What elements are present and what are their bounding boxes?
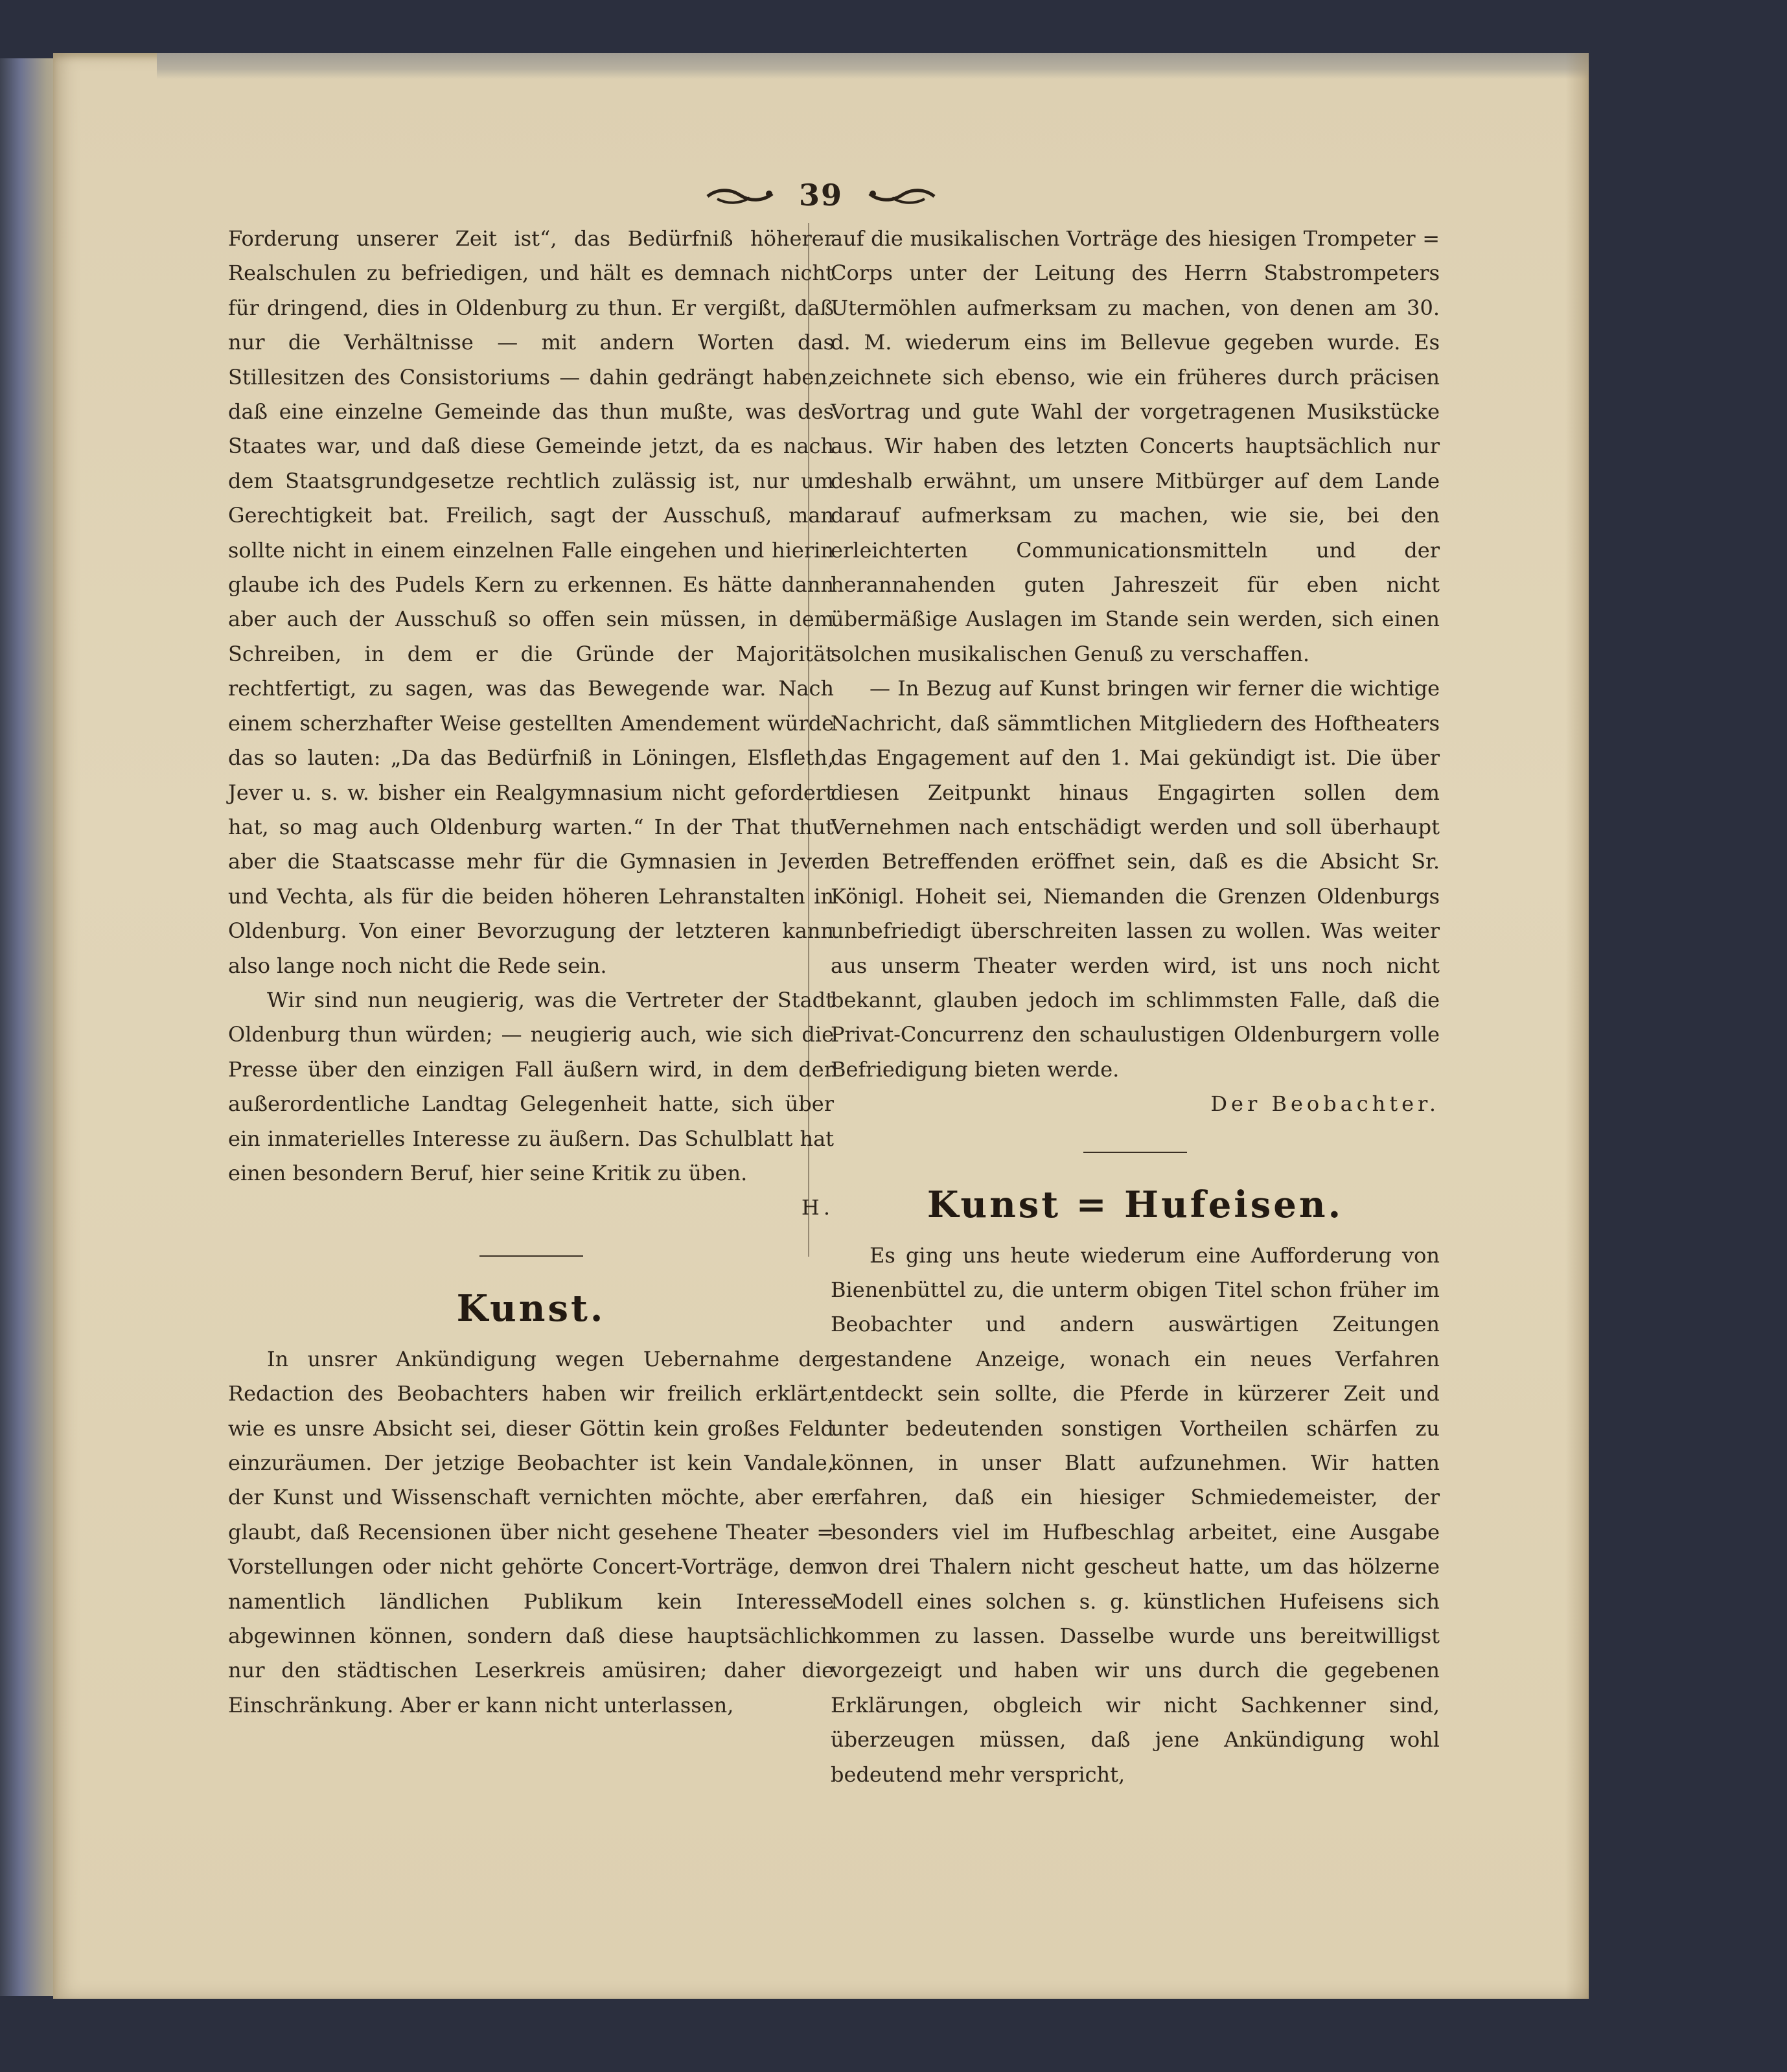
page-top-edge	[157, 53, 1589, 79]
right-ornament-icon	[866, 182, 938, 208]
right-column	[831, 222, 1440, 1792]
paragraph: — In Bezug auf Kunst bringen wir ferner die wichtige Nachricht, daß sämmtlichen Mitgliedern des Hoftheaters das Engagement auf den 1. Mai gekündigt ist. Die über diesen Zeitpunkt hinaus Engagirten sollen dem Vernehmen nach entschädigt werden und soll überhaupt den Betreffenden eröffnet sein, daß es die Absicht Sr. Königl. Hoheit sei, Niemanden die Grenzen Oldenburgs unbefriedigt überschreiten lassen zu wollen. Was weiter aus unserm Theater werden wird, ist uns noch nicht bekannt, glauben jedoch im schlimmsten Falle, daß die Privat-Concurrenz den schaulustigen Oldenburgern volle Befriedigung bieten werde.	[831, 676, 1440, 1082]
signature: H.	[801, 1195, 834, 1220]
article-title: Kunst.	[456, 1286, 606, 1330]
page-header	[53, 175, 1589, 213]
left-ornament-icon	[704, 182, 776, 208]
paragraph: auf die musikalischen Vorträge des hiesigen Trompeter = Corps unter der Leitung des Herrn Stabstrompeters Utermöhlen aufmerksam zu machen, von denen am 30. d. M. wiederum eins im Bellevue gegeben wurde. Es zeichnete sich ebenso, wie ein früheres durch präcisen Vortrag und gute Wahl der vorgetragenen Musikstücke aus. Wir haben des letzten Concerts hauptsächlich nur deshalb erwähnt, um unsere Mitbürger auf dem Lande darauf aufmerksam zu machen, wie sie, bei den erleichterten Communicationsmitteln und der herannahenden guten Jahreszeit für eben nicht übermäßige Auslagen im Stande sein werden, sich einen solchen musikalischen Genuß zu verschaffen.	[831, 226, 1440, 666]
book-binding-edge	[0, 58, 58, 1996]
paragraph: Wir sind nun neugierig, was die Vertreter der Stadt Oldenburg thun würden; — neugierig auch, wie sich die Presse über den einzigen Fall äußern wird, in dem der außerordentliche Landtag Gelegenheit hatte, sich über ein inmaterielles Interesse zu äußern. Das Schulblatt hat einen besondern Beruf, hier seine Kritik zu üben.	[228, 987, 834, 1185]
paragraph: In unsrer Ankündigung wegen Uebernahme der Redaction des Beobachters haben wir freilich erklärt, wie es unsre Absicht sei, dieser Göttin kein großes Feld einzuräumen. Der jetzige Beobachter ist kein Vandale, der Kunst und Wissenschaft vernichten möchte, aber er glaubt, daß Recensionen über nicht gesehene Theater = Vorstellungen oder nicht gehörte Concert-Vorträge, dem namentlich ländlichen Publikum kein Interesse abgewinnen können, sondern daß diese hauptsächlich nur den städtischen Leserkreis amüsiren; daher die Einschränkung. Aber er kann nicht unterlassen,	[228, 1346, 834, 1717]
paragraph: Forderung unserer Zeit ist“, das Bedürfniß höherer Realschulen zu befriedigen, und hält es demnach nicht für dringend, dies in Oldenburg zu thun. Er vergißt, daß nur die Verhältnisse — mit andern Worten das Stillesitzen des Consistoriums — dahin gedrängt haben, daß eine einzelne Gemeinde das thun mußte, was des Staates war, und daß diese Gemeinde jetzt, da es nach dem Staatsgrundgesetze rechtlich zulässig ist, nur um Gerechtigkeit bat. Freilich, sagt der Ausschuß, man sollte nicht in einem einzelnen Falle eingehen und hierin glaube ich des Pudels Kern zu erkennen. Es hätte dann aber auch der Ausschuß so offen sein müssen, in dem Schreiben, in dem er die Gründe der Majorität rechtfertigt, zu sagen, was das Bewegende war. Nach einem scherzhafter Weise gestellten Amendement würde das so lauten: „Da das Bedürfniß in Löningen, Elsfleth, Jever u. s. w. bisher ein Realgymnasium nicht gefordert hat, so mag auch Oldenburg warten.“ In der That thut aber die Staatscasse mehr für die Gymnasien in Jever und Vechta, als für die beiden höheren Lehranstalten in Oldenburg. Von einer Bevorzugung der letzteren kann also lange noch nicht die Rede sein.	[228, 226, 834, 978]
article-title: Kunst = Hufeisen.	[927, 1183, 1344, 1226]
newspaper-page	[53, 53, 1589, 1999]
signature: Der Beobachter.	[1210, 1091, 1440, 1117]
page-number: 39	[798, 178, 843, 213]
page-right-edge	[1565, 53, 1589, 1999]
separator-rule	[479, 1255, 583, 1257]
separator-rule	[1083, 1152, 1187, 1153]
left-column	[228, 222, 834, 1723]
paragraph: Es ging uns heute wiederum eine Aufforderung von Bienenbüttel zu, die unterm obigen Titel schon früher im Beobachter und andern auswärtigen Zeitungen gestandene Anzeige, wonach ein neues Verfahren entdeckt sein sollte, die Pferde in kürzerer Zeit und unter bedeutenden sonstigen Vortheilen schärfen zu können, in unser Blatt aufzunehmen. Wir hatten erfahren, daß ein hiesiger Schmiedemeister, der besonders viel im Hufbeschlag arbeitet, eine Ausgabe von drei Thalern nicht gescheut hatte, um das hölzerne Modell eines solchen s. g. künstlichen Hufeisens sich kommen zu lassen. Dasselbe wurde uns bereitwilligst vorgezeigt und haben wir uns durch die gegebenen Erklärungen, obgleich wir nicht Sachkenner sind, überzeugen müssen, daß jene Ankündigung wohl bedeutend mehr verspricht,	[831, 1242, 1440, 1787]
